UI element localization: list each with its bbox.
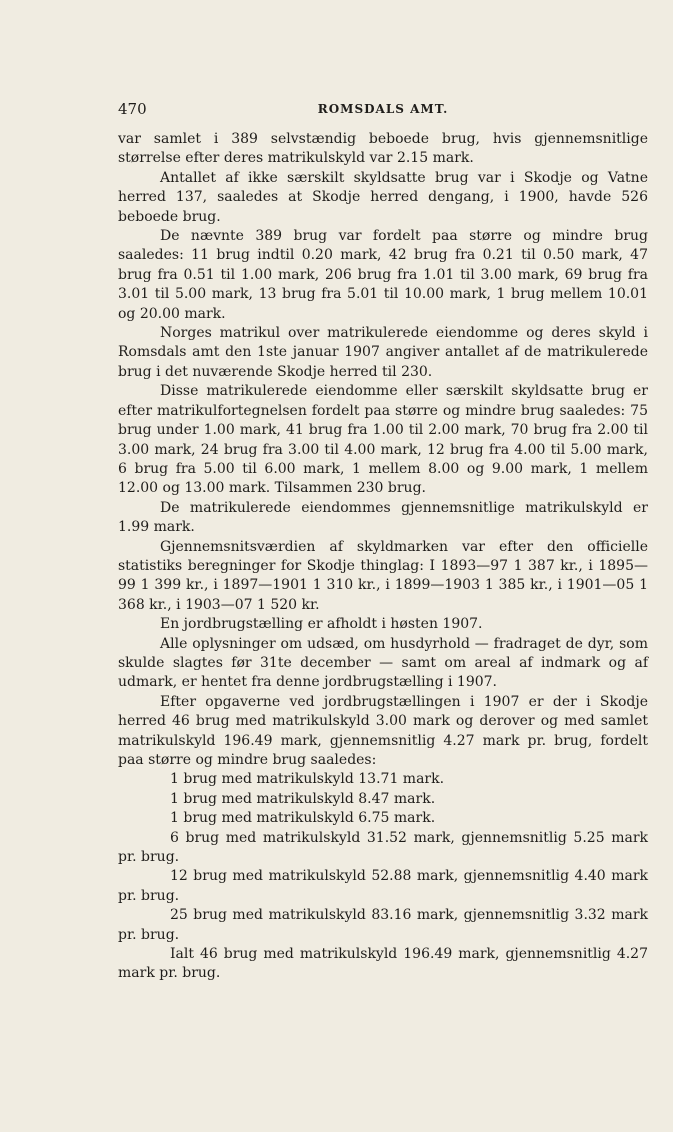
page-number: 470 bbox=[118, 100, 147, 118]
paragraph: Alle oplysninger om udsæd, om husdyrhold — fradraget de dyr, som skulde slagtes før 31te december — samt om areal af indmark og af udmark, er hentet fra denne jordbrugstælling i 1907. bbox=[118, 635, 648, 691]
paragraph: En jordbrugstælling er afholdt i høsten 1907. bbox=[160, 616, 483, 633]
paragraph: De matrikulerede eiendommes gjennemsnitlige matrikulskyld er 1.99 mark. bbox=[118, 499, 648, 536]
paragraph: Disse matrikulerede eiendomme eller særskilt skyldsatte brug er efter matrikulfortegnelsen fordelt paa større og mindre brug saaledes: 75 brug under 1.00 mark, 41 brug fra 1.00 til 2.00 mark, 70 brug fra 2.00 til 3.00 mark, 24 brug fra 3.00 til 4.00 mark, 12 brug fra 4.00 til 5.00 mark, 6 brug fra 5.00 til 6.00 mark, 1 mellem 8.00 og 9.00 mark, 1 mellem 12.00 og 13.00 mark. Tilsammen 230 brug. bbox=[118, 383, 648, 497]
list-item: 6 brug med matrikulskyld 31.52 mark, gjennemsnitlig 5.25 mark pr. brug. bbox=[118, 829, 648, 866]
list-item: 12 brug med matrikulskyld 52.88 mark, gjennemsnitlig 4.40 mark pr. brug. bbox=[118, 868, 648, 904]
page-header bbox=[118, 100, 648, 122]
list-item: Ialt 46 brug med matrikulskyld 196.49 mark, gjennemsnitlig 4.27 mark pr. brug. bbox=[118, 946, 648, 982]
body-text bbox=[118, 130, 648, 984]
running-title: ROMSDALS AMT. bbox=[317, 102, 449, 116]
paragraph: Norges matrikul over matrikulerede eiendomme og deres skyld i Romsdals amt den 1ste januar 1907 angiver antallet af de matrikulerede brug i det nuværende Skodje herred til 230. bbox=[118, 325, 648, 380]
list-item: 1 brug med matrikulskyld 6.75 mark. bbox=[170, 810, 436, 827]
paragraph: De nævnte 389 brug var fordelt paa større og mindre brug saaledes: 11 brug indtil 0.20 mark, 42 brug fra 0.21 til 0.50 mark, 47 brug fra 0.51 til 1.00 mark, 206 brug fra 1.01 til 3.00 mark, 69 brug fra 3.01 til 5.00 mark, 13 brug fra 5.01 til 10.00 mark, 1 brug mellem 10.01 og 20.00 mark. bbox=[118, 228, 648, 322]
list-item: 25 brug med matrikulskyld 83.16 mark, gjennemsnitlig 3.32 mark pr. brug. bbox=[118, 907, 648, 943]
paragraph: Efter opgaverne ved jordbrugstællingen i 1907 er der i Skodje herred 46 brug med matrikulskyld 3.00 mark og derover og med samlet matrikulskyld 196.49 mark, gjennemsnitlig 4.27 mark pr. brug, fordelt paa større og mindre brug saaledes: bbox=[118, 693, 648, 768]
paragraph: Antallet af ikke særskilt skyldsatte brug var i Skodje og Vatne herred 137, saaledes at Skodje herred dengang, i 1900, havde 526 beboede brug. bbox=[118, 169, 648, 225]
list-item: 1 brug med matrikulskyld 8.47 mark. bbox=[170, 790, 436, 807]
paragraph: Gjennemsnitsværdien af skyldmarken var efter den officielle statistiks beregninger for Skodje thinglag: I 1893—97 1 387 kr., i 1895—99 1 399 kr., i 1897—1901 1 310 kr., i 1899—1903 1 385 kr., i 1901—05 1 368 kr., i 1903—07 1 520 kr. bbox=[118, 538, 648, 613]
list-item: 1 brug med matrikulskyld 13.71 mark. bbox=[170, 771, 445, 788]
paragraph: var samlet i 389 selvstændig beboede brug, hvis gjennemsnitlige størrelse efter deres matrikulskyld var 2.15 mark. bbox=[118, 131, 648, 167]
